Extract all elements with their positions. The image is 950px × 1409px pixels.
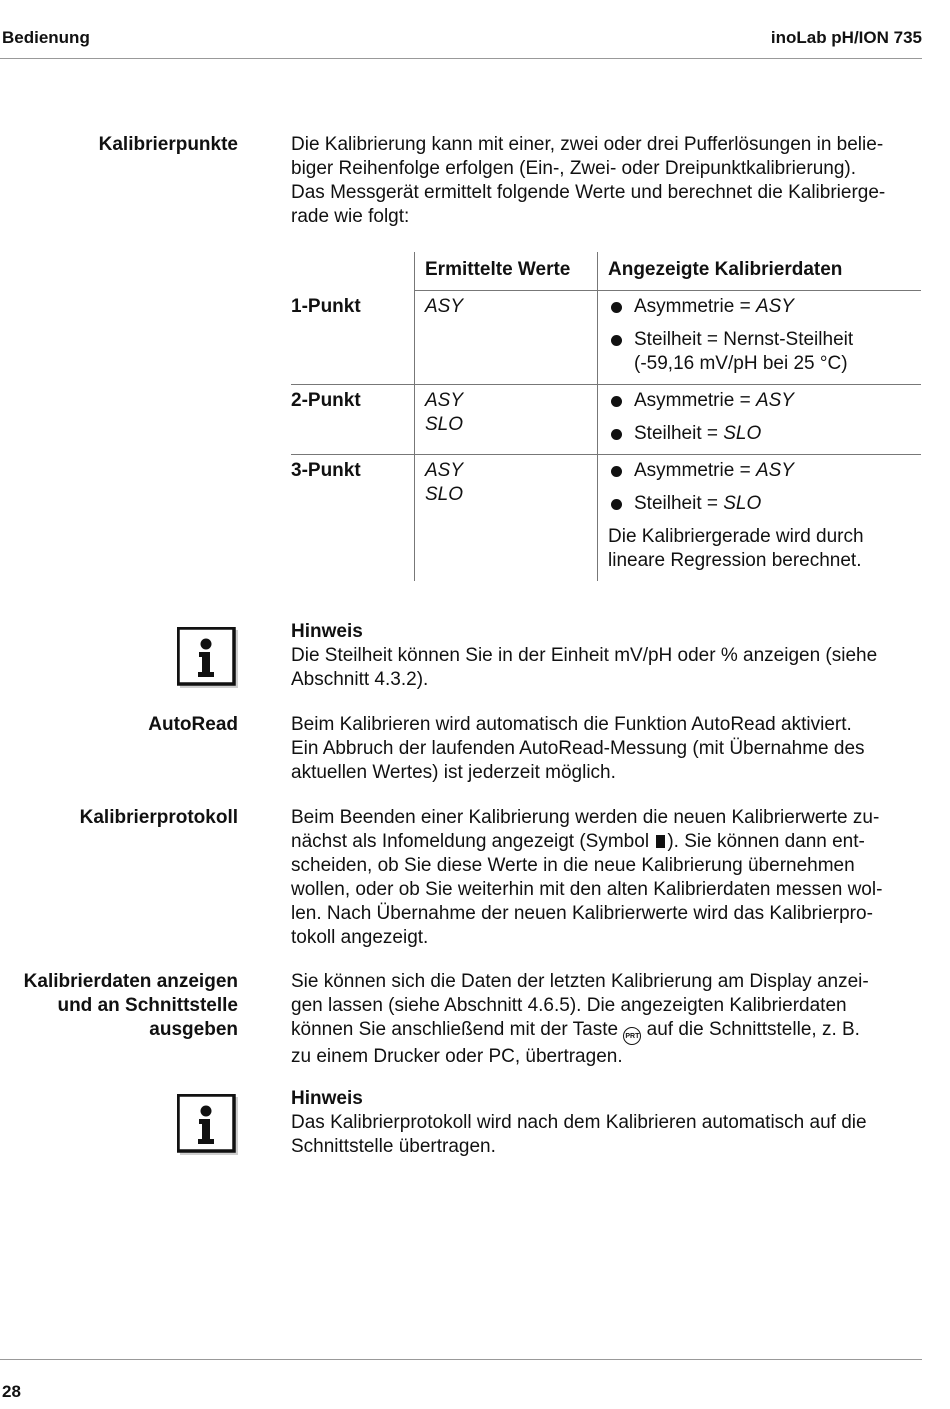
note-2 <box>291 1087 923 1159</box>
bullet-item: Asymmetrie = ASY <box>608 459 921 483</box>
side-heading-protocol: Kalibrierprotokoll <box>79 807 238 828</box>
table-header-displayed: Angezeigte Kalibrierdaten <box>598 252 922 291</box>
bullet-item: Steilheit = Nernst-Steilheit (-59,16 mV/pH bei 25 °C) <box>608 328 921 376</box>
text-line: Ein Abbruch der laufenden AutoRead-Messung (mit Übernahme des <box>291 738 865 759</box>
bullet-item: Asymmetrie = ASY <box>608 389 921 413</box>
header-rule <box>0 58 922 59</box>
bullet-icon <box>611 396 622 407</box>
calibration-table <box>291 252 921 581</box>
text-line: biger Reihenfolge erfolgen (Ein-, Zwei- oder Dreipunktkalibrierung). <box>291 158 856 179</box>
note-1 <box>291 620 923 692</box>
value: ASY <box>425 296 464 317</box>
text-line: können Sie anschließend mit der Taste PRT auf die Schnittstelle, z. B. <box>291 1018 923 1045</box>
text-line: zu einem Drucker oder PC, übertragen. <box>291 1046 623 1067</box>
note-title: Hinweis <box>291 1088 363 1109</box>
text-line: rade wie folgt: <box>291 206 410 227</box>
autoread-text <box>291 713 923 785</box>
value: SLO <box>425 414 464 435</box>
square-symbol-icon <box>656 835 665 848</box>
text-line: Sie können sich die Daten der letzten Kalibrierung am Display anzei- <box>291 971 869 992</box>
text-line: Schnittstelle übertragen. <box>291 1136 496 1157</box>
determined-values <box>415 455 598 582</box>
table-header-empty <box>291 252 415 291</box>
bullet-icon <box>611 302 622 313</box>
table-header-determined: Ermittelte Werte <box>415 252 598 291</box>
displayed-data <box>598 291 922 385</box>
bullet-item: Steilheit = SLO <box>608 492 921 516</box>
displayed-data <box>598 385 922 455</box>
text-line: scheiden, ob Sie diese Werte in die neue Kalibrierung übernehmen <box>291 855 855 876</box>
bullet-icon <box>611 335 622 346</box>
side-heading-calib-points: Kalibrierpunkte <box>98 134 238 155</box>
running-header-right: inoLab pH/ION 735 <box>770 28 922 47</box>
text-line: Das Kalibrierprotokoll wird nach dem Kalibrieren automatisch auf die <box>291 1112 867 1133</box>
table-row <box>291 455 921 582</box>
bullet-item: Asymmetrie = ASY <box>608 295 921 319</box>
text-line: Die Kalibrierung kann mit einer, zwei oder drei Pufferlösungen in belie- <box>291 134 884 155</box>
protocol-text <box>291 806 923 950</box>
text-line: Abschnitt 4.3.2). <box>291 669 429 690</box>
text-line: Die Steilheit können Sie in der Einheit mV/pH oder % anzeigen (siehe <box>291 645 878 666</box>
running-header-left: Bedienung <box>2 28 90 47</box>
table-row <box>291 385 921 455</box>
row-label: 2-Punkt <box>291 385 415 455</box>
info-icon <box>177 1094 239 1156</box>
text-line: wollen, oder ob Sie weiterhin mit den alten Kalibrierdaten messen wol- <box>291 879 883 900</box>
row-label: 1-Punkt <box>291 291 415 385</box>
displayed-data <box>598 455 922 582</box>
footer-rule <box>0 1359 922 1360</box>
value: SLO <box>425 484 464 505</box>
text-line: gen lassen (siehe Abschnitt 4.6.5). Die angezeigten Kalibrierdaten <box>291 995 847 1016</box>
output-text <box>291 970 923 1069</box>
text-line: len. Nach Übernahme der neuen Kalibrierwerte wird das Kalibrierpro- <box>291 903 873 924</box>
row-label: 3-Punkt <box>291 460 361 481</box>
text-line: nächst als Infomeldung angezeigt (Symbol ). Sie können dann ent- <box>291 831 865 852</box>
prt-key-icon: PRT <box>623 1027 641 1045</box>
bullet-icon <box>611 429 622 440</box>
determined-values <box>415 291 598 385</box>
regression-note: Die Kalibriergerade wird durch lineare Regression berechnet. <box>608 526 864 571</box>
text-line: Beim Kalibrieren wird automatisch die Funktion AutoRead aktiviert. <box>291 714 852 735</box>
calib-points-text <box>291 133 923 229</box>
table-row <box>291 291 921 385</box>
bullet-item: Steilheit = SLO <box>608 422 921 446</box>
determined-values <box>415 385 598 455</box>
info-icon <box>177 627 239 689</box>
text-line: tokoll angezeigt. <box>291 927 429 948</box>
value: ASY <box>425 390 464 411</box>
page-number: 28 <box>2 1382 21 1401</box>
text-line: Beim Beenden einer Kalibrierung werden die neuen Kalibrierwerte zu- <box>291 807 880 828</box>
side-heading-autoread: AutoRead <box>148 714 238 735</box>
side-heading-output: Kalibrierdaten anzeigen und an Schnittstelle ausgeben <box>23 971 238 1040</box>
bullet-icon <box>611 499 622 510</box>
note-title: Hinweis <box>291 621 363 642</box>
table-header-row <box>291 252 921 291</box>
text-line: aktuellen Wertes) ist jederzeit möglich. <box>291 762 616 783</box>
value: ASY <box>425 460 464 481</box>
bullet-icon <box>611 466 622 477</box>
text-line: Das Messgerät ermittelt folgende Werte und berechnet die Kalibrierge- <box>291 182 886 203</box>
